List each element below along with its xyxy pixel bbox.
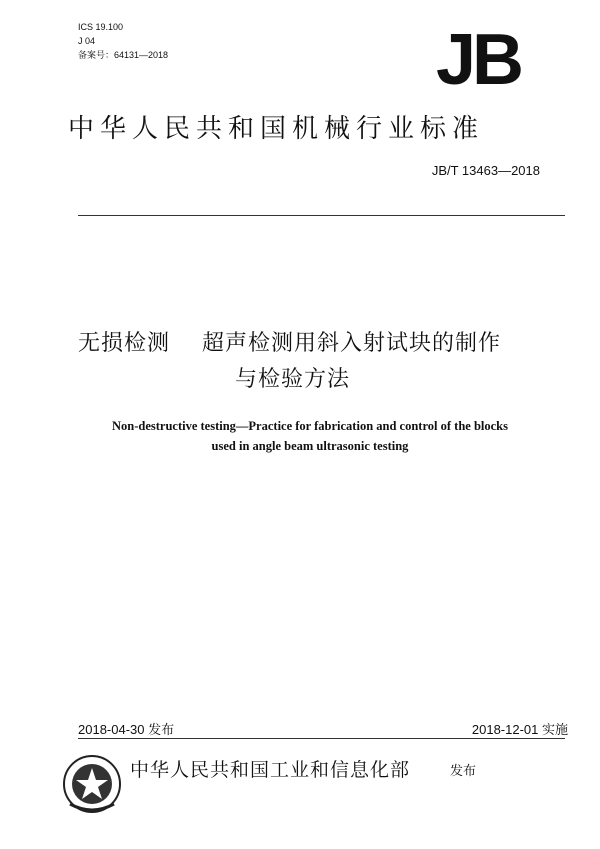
title-cn-line1: 无损检测 超声检测用斜入射试块的制作 bbox=[78, 331, 501, 356]
record-number: 备案号：64131—2018 bbox=[78, 50, 169, 60]
title-en-line2: used in angle beam ultrasonic testing bbox=[211, 439, 409, 453]
publisher-suffix: 发布 bbox=[450, 764, 477, 779]
standard-number: JB/T 13463—2018 bbox=[431, 163, 540, 178]
classification-code: J 04 bbox=[78, 36, 96, 46]
title-cn-line2: 与检验方法 bbox=[235, 367, 351, 392]
publication-date: 2018-04-30 发布 bbox=[78, 722, 175, 737]
ics-code: ICS 19.100 bbox=[78, 22, 124, 32]
standard-category-title: 中华人民共和国机械行业标准 bbox=[68, 114, 485, 144]
ministry-emblem-icon bbox=[60, 752, 124, 816]
footer-divider bbox=[78, 738, 565, 739]
title-en-line1: Non-destructive testing—Practice for fabrication and control of the blocks bbox=[111, 419, 508, 433]
implementation-date: 2018-12-01 实施 bbox=[471, 722, 568, 737]
jb-logo: JB bbox=[435, 20, 521, 100]
publisher-name: 中华人民共和国工业和信息化部 bbox=[130, 759, 411, 781]
header-divider bbox=[78, 215, 565, 216]
